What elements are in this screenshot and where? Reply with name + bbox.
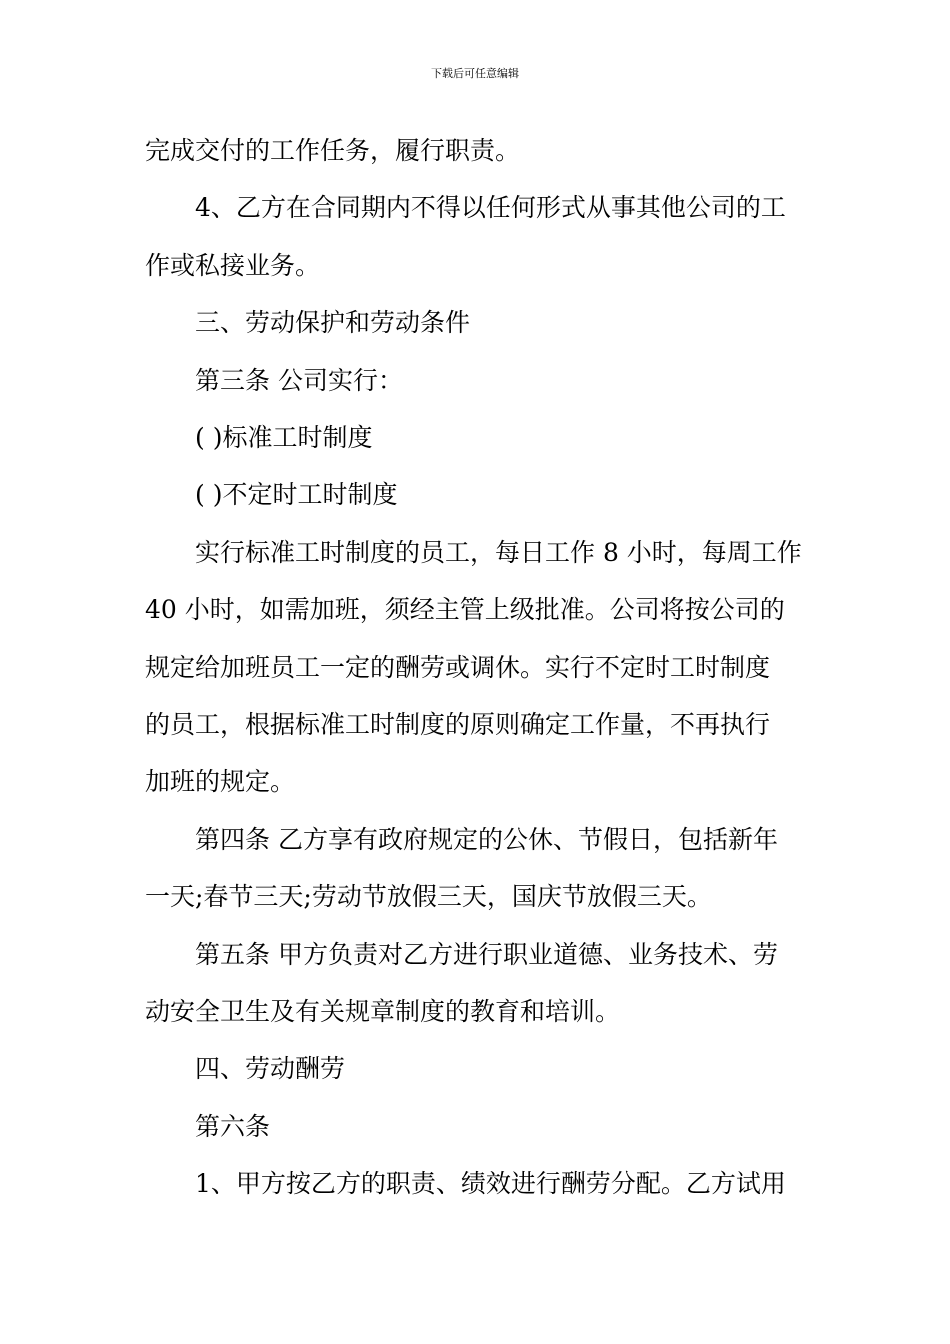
text-line: 规定给加班员工一定的酬劳或调休。实行不定时工时制度 [145, 653, 771, 682]
section-heading: 三、劳动保护和劳动条件 [195, 308, 471, 337]
text-line: 1、甲方按乙方的职责、绩效进行酬劳分配。乙方试用 [195, 1169, 786, 1198]
text-line: 作或私接业务。 [145, 251, 321, 280]
article-heading: 第六条 [195, 1112, 271, 1141]
text-line: 40 小时，如需加班，须经主管上级批准。公司将按公司的 [145, 595, 785, 624]
section-heading: 四、劳动酬劳 [195, 1054, 346, 1083]
text-line: 一天;春节三天;劳动节放假三天，国庆节放假三天。 [145, 882, 712, 911]
article-heading: 第三条 公司实行： [195, 366, 403, 395]
text-line: 完成交付的工作任务，履行职责。 [145, 136, 521, 165]
text-line: 实行标准工时制度的员工，每日工作 8 小时，每周工作 [195, 538, 802, 567]
text-line: 的员工，根据标准工时制度的原则确定工作量，不再执行 [145, 710, 771, 739]
text-line: 第五条 甲方负责对乙方进行职业道德、业务技术、劳 [195, 940, 778, 969]
text-line: 第四条 乙方享有政府规定的公休、节假日，包括新年 [195, 825, 778, 854]
text-line: 动安全卫生及有关规章制度的教育和培训。 [145, 997, 621, 1026]
page-header: 下载后可任意编辑 [431, 67, 519, 80]
checkbox-option: ( )不定时工时制度 [195, 480, 398, 509]
text-line: 加班的规定。 [145, 767, 296, 796]
checkbox-option: ( )标准工时制度 [195, 423, 373, 452]
text-line: 4、乙方在合同期内不得以任何形式从事其他公司的工 [195, 193, 786, 222]
